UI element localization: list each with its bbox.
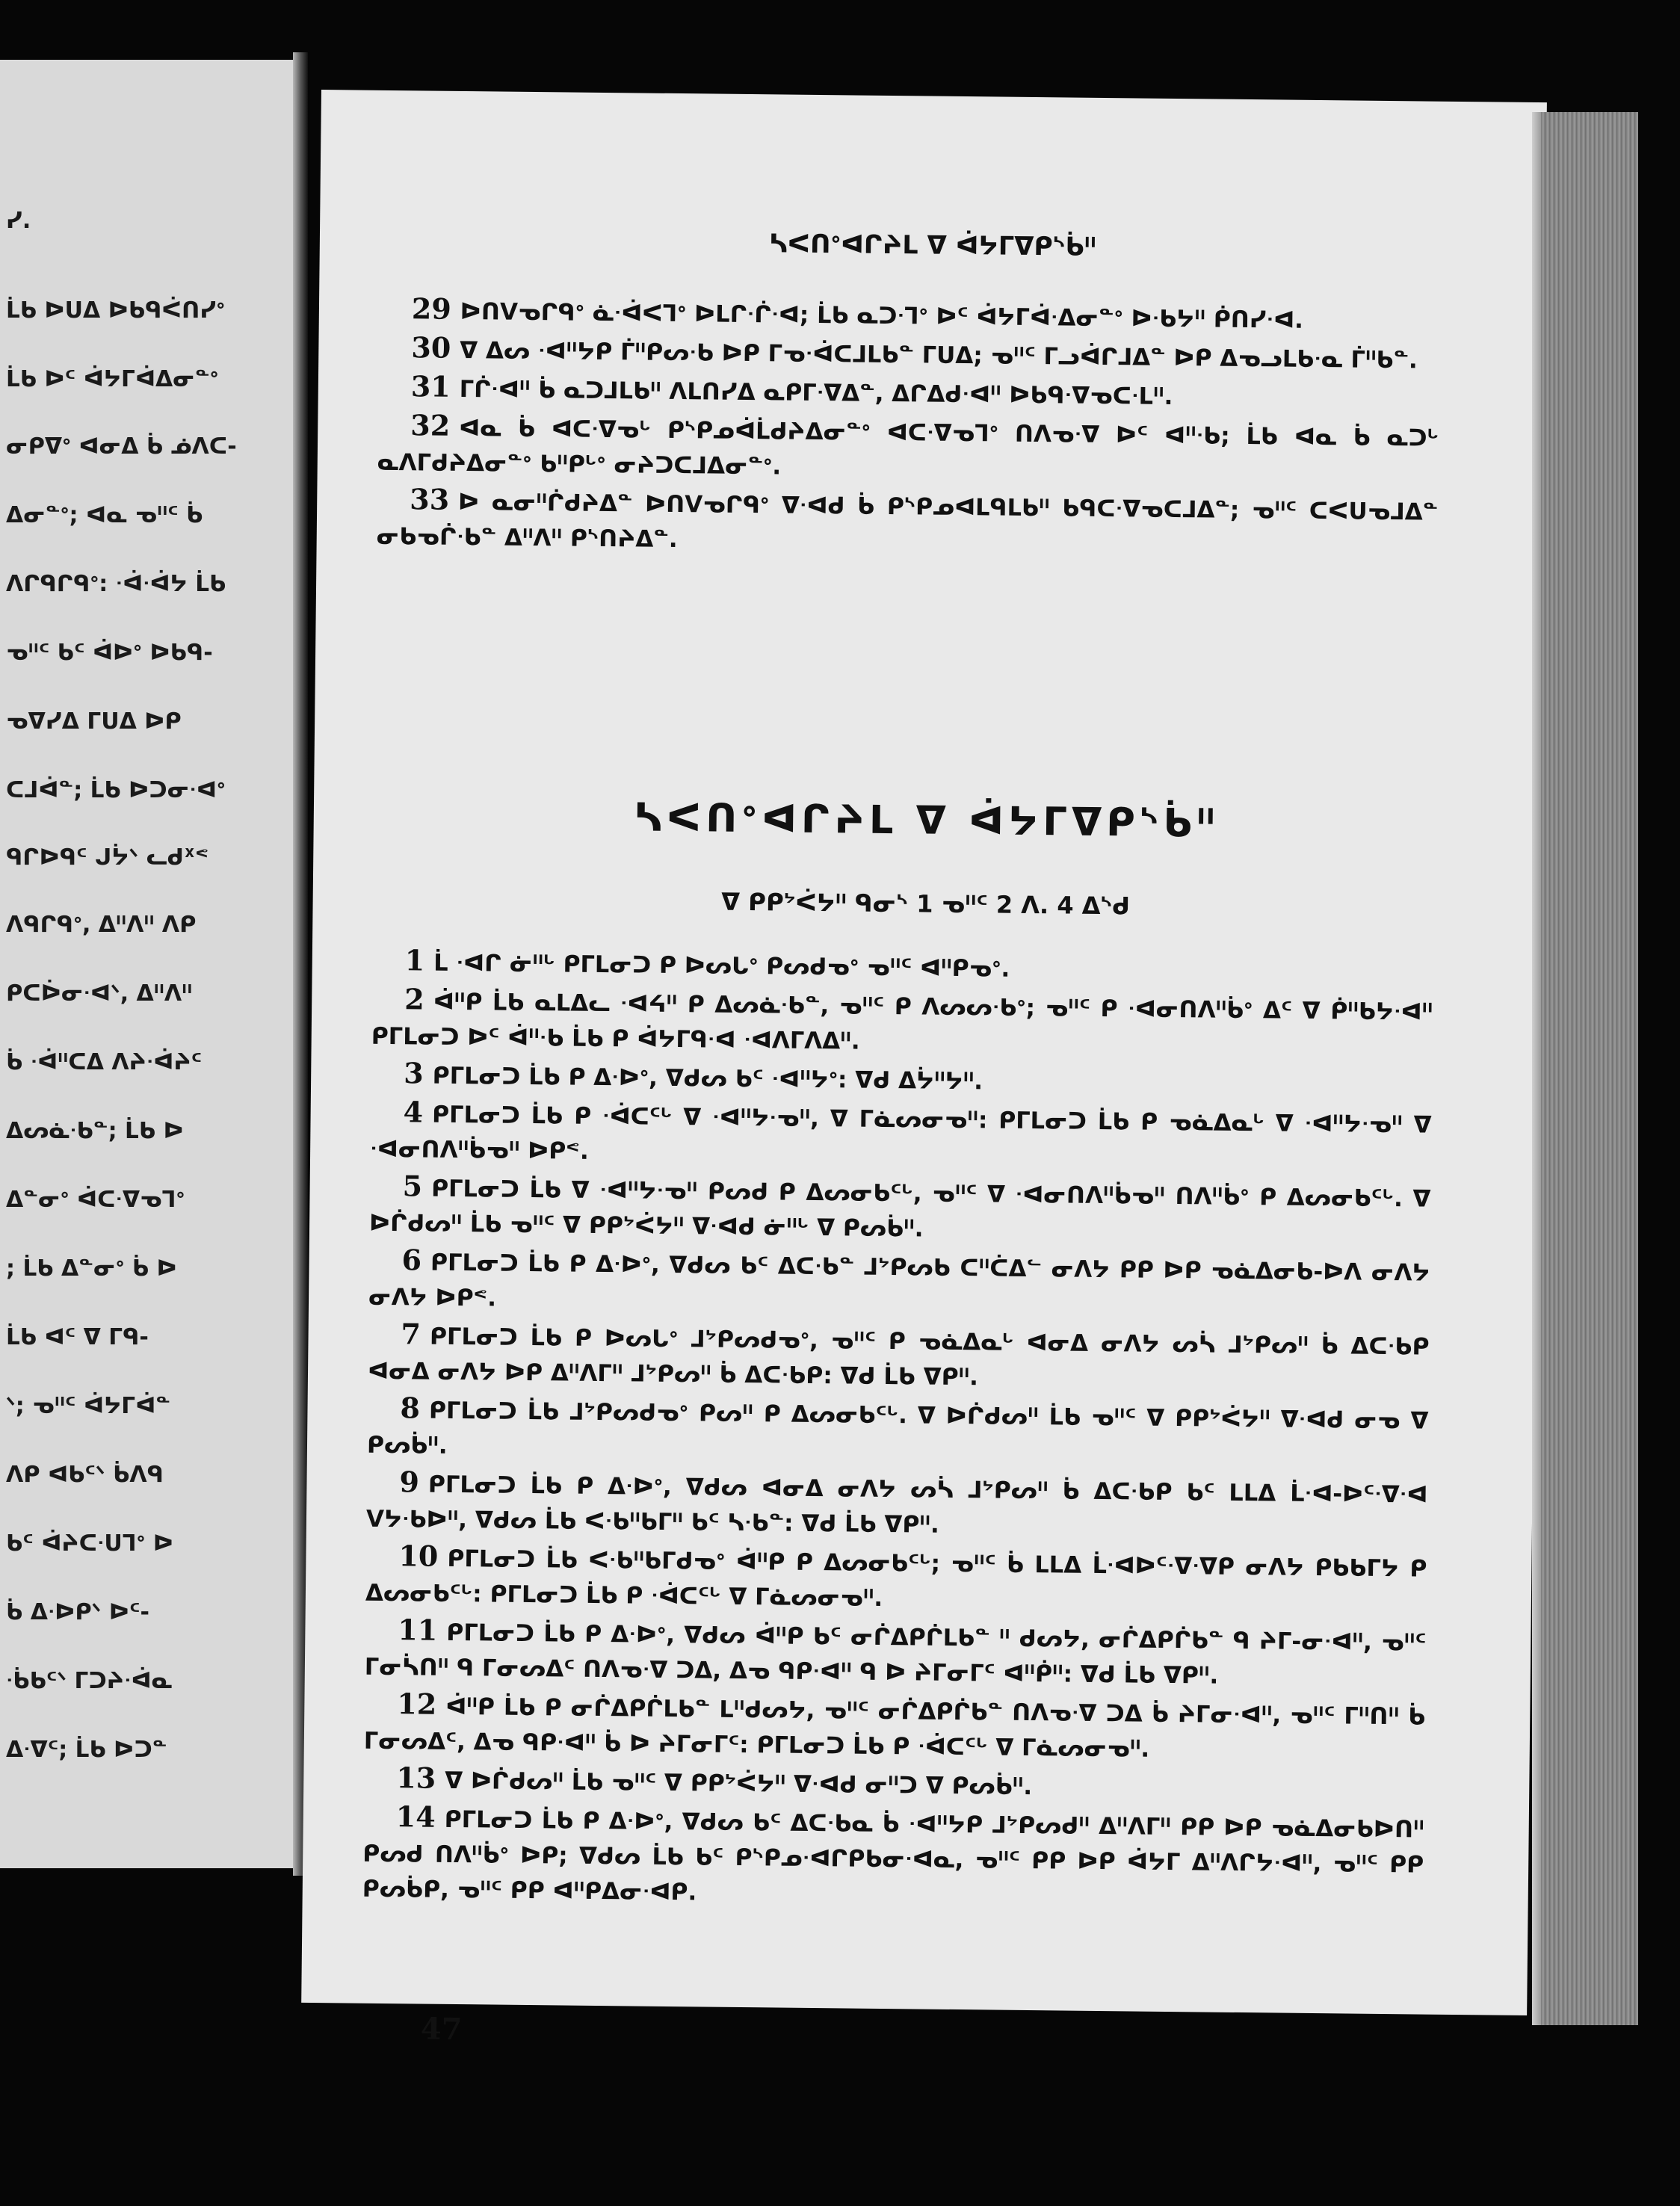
right-page [301,90,1547,2048]
chapter-title: ᓴᐸᑎᐤᐊᒋᔨᒪ ᐁ ᐋᔭᒥᐁᑭᔅᑳᐦ [633,795,1220,847]
verse-text: ᑭᒥᒪᓂᑐ ᒫᑲ ᐁ ᐧᐊᐦᔭᐧᓀᐦ ᑭᔕᑯ ᑭ ᐃᔕᓂᑲᑦᒡ, ᓀᐦᑦ ᐁ ᐧᐊᓂᑎᐱᐦᑳᓀᐦ ᑎᐱᐦᑳᐤ ᑭ ᐃᔕᓂᑲᑦᒡ. ᐁ ᐅᒌᑯᔕᐦ ᒫᑲ ᓀᐦᑦ ᐁ ᑭᑭᔾᐹᔭᐦ ᐁᐧᐊᑯ ᓃᐦᒡ ᐁ ᑭᔕᑳᐦ. [368,1175,1431,1243]
left-line: ᐃᓐᓂᐤ ᐋᑕᐧᐁᓀᒣᐤ [6,1187,185,1213]
left-line: ᓀᐦᑦ ᑲᑦ ᐋᐅᐤ ᐅᑲᑫ- [6,640,213,666]
verse [376,481,1438,566]
verse [362,1799,1424,1918]
left-line: ᑳ ᐧᐋᐦᑕᐃ ᐱᔨᐧᐋᔨᑦ [6,1049,203,1075]
left-page [0,60,299,1868]
verse-number: 10 [398,1539,439,1573]
verse-number: 8 [400,1391,421,1425]
verse-number: 12 [397,1687,437,1721]
verse-text: ᒥᒌᐧᐊᐦ ᑳ ᓇᑐᒧᒪᑲᐦ ᐱᒪᑎᓯᐃ ᓇᑭᒥᐧᐁᐃᓐ, ᐃᒋᐃᑯᐧᐊᐦ ᐅᑲᑫᐧᐁᓀᑕᐧᒪᐦ. [459,375,1173,410]
verse [370,1094,1432,1178]
left-line: ᐱᑭ ᐊᑲᑦᐠ ᑳᐱᑫ [6,1462,164,1488]
left-line: ᓀᐁᓯᐃ ᒥᑌᐃ ᐅᑭ [6,708,182,735]
verse [365,1612,1427,1696]
verse-number: 31 [410,369,451,404]
verse-number: 2 [404,982,424,1016]
verse-number: 33 [410,482,450,516]
verse-text: ᐁ ᐅᒌᑯᔕᐦ ᒫᑲ ᓀᐦᑦ ᐁ ᑭᑭᔾᐹᔭᐦ ᐁᐧᐊᑯ ᓂᐦᑐ ᐁ ᑭᔕᑳᐦ. [445,1767,1033,1801]
verse-text: ᐅᑎᐯᓀᒋᑫᐤ ᓈᐧᐋᐸᒣᐤ ᐅᒪᒋᐧᒌᐧᐊ; ᒫᑲ ᓇᑐᐧᒣᐤ ᐅᑦ ᐋᔭᒥᐋᐧᐃᓂᓐᐤ ᐅᐧᑲᔭᐦ ᑮᑎᓯᐧᐊ. [460,297,1304,334]
verse-number: 5 [402,1169,423,1203]
left-line: ; ᒫᑲ ᐃᓐᓂᐤ ᑳ ᐅ [6,1255,177,1282]
verse-text: ᐋᐦᑭ ᒫᑲ ᑭ ᓂᒌᐃᑭᒌᒪᑲᓐ ᒪᐦᑯᔕᔭ, ᓀᐦᑦ ᓂᒌᐃᑭᒌᑲᓐ ᑎᐱᓀᐧᐁ ᑐᐃ ᑳ ᔨᒥᓂᐧᐊᐦ, ᓀᐦᑦ ᒥᐦᑎᐦ ᑳ ᒥᓂᔕᐃᑦ, ᐃᓀ ᑫᑭᐧᐊᐦ ᑳ ᐅ ᔨᒥᓂᒥᑦ: ᑭᒥᒪᓂᑐ ᒫᑲ ᑭ ᐧᐋᑕᑦᒡ ᐁ ᒥᓈᔕᓂᓀᐦ. [363,1693,1426,1763]
verse-text: ᐊᓇ ᑳ ᐊᑕᐧᐁᓀᒡ ᑭᔅᑭᓄᐋᒫᑯᔨᐃᓂᓐᐤ ᐊᑕᐧᐁᓀᒣᐤ ᑎᐱᓀᐧᐁ ᐅᑦ ᐊᐦᐧᑲ; ᒫᑲ ᐊᓇ ᑳ ᓇᑐᒡ ᓇᐱᒥᑯᔨᐃᓂᓐᐤ ᑲᐦᑭᒡᐤ ᓂᔨᑐᑕᒧᐃᓂᓐᐤ. [377,414,1439,481]
verse-number: 6 [401,1243,422,1277]
verse-text: ᑭᒥᒪᓂᑐ ᒫᑲ ᑭ ᐅᔕᒐᐤ ᒧᔾᑭᔕᑯᓀᐤ, ᓀᐦᑦ ᑭ ᓀᓈᐃᓇᒡ ᐊᓂᐃ ᓂᐱᔭ ᔕᓵ ᒧᔾᑭᔕᐦ ᑳ ᐃᑕᐧᑲᑭ ᐊᓂᐃ ᓂᐱᔭ ᐅᑭ ᐃᐦᐱᒥᐦ ᒧᔾᑭᔕᐦ ᑳ ᐃᑕᐧᑲᑭ: ᐁᑯ ᒫᑲ ᐁᑭᐦ. [367,1323,1430,1391]
left-line: ᑭᑕᐆᓂᐧᐊᐠ, ᐃᐦᐱᐦ [6,980,193,1007]
left-line: ᒫᑲ ᐊᑦ ᐁ ᒥᑫ- [6,1324,149,1350]
verse-number: 29 [411,291,452,326]
left-line: ᐃᐧᐁᑦ; ᒫᑲ ᐅᑐᓐ [6,1737,167,1763]
verse-text: ᑭᒥᒪᓂᑐ ᒫᑲ ᑭ ᐃᐧᐅᐤ, ᐁᑯᔕ ᑲᑦ ᐃᑕᐧᑲᓐ ᒧᔾᑭᔕᑲ ᑕᐦᑖᐃᓪ ᓂᐱᔭ ᑭᑭ ᐅᑭ ᓀᓈᐃᓂᑲ-ᐅᐱ ᓂᐱᔭ ᓂᐱᔭ ᐅᑭᕝ. [368,1249,1430,1312]
left-line: ᐃᔕᓈᐧᑲᓐ; ᒫᑲ ᐅ [6,1118,184,1144]
verse-number: 4 [403,1095,424,1129]
left-line: ᐱᒋᑫᒋᑫᐤ: ᐧᐋᐧᐋᔭ ᒫᑲ [6,571,226,597]
left-line: ᑫᒋᐅᑫᑦ ᒍᔮᐠ ᓚᑯᕽᕝ [6,844,209,871]
left-line: ᐧᑳᑲᑦᐠ ᒥᑐᔨᐧᐋᓇ [6,1668,173,1694]
verse-text: ᐁ ᐃᔕ ᐧᐊᐦᔭᑭ ᒦᐦᑭᔕᐧᑲ ᐅᑭ ᒥᓀᐧᐋᑕᒧᒪᑲᓐ ᒥᑌᐃ; ᓀᐦᑦ ᒥᓗᐋᒋᒧᐃᓐ ᐅᑭ ᐃᓀᓗᒪᑲᐧᓇ ᒦᐦᑲᓐ. [460,336,1418,374]
verse [368,1316,1430,1400]
left-line: ᐠ; ᓀᐦᑦ ᐋᔭᒥᐋᓐ [6,1393,171,1419]
verse [367,1390,1429,1474]
book-page-edges [1541,112,1638,2025]
verse [371,981,1433,1066]
verse-text: ᒫ ᐧᐊᒋ ᓃᐦᒡ ᑭᒥᒪᓂᑐ ᑭ ᐅᔕᒐᐤ ᑭᔕᑯᓀᐤ ᓀᐦᑦ ᐊᐦᑭᓀᐤ. [433,949,1010,983]
verse-number: 9 [399,1465,420,1499]
verse [366,1464,1428,1548]
verse-number: 3 [403,1056,424,1090]
verse-number: 14 [395,1799,436,1834]
verse-text: ᑭᒥᒪᓂᑐ ᒫᑲ ᑭ ᐃᐧᐅᐤ, ᐁᑯᔕ ᑲᑦ ᐧᐊᐦᔭᐤ: ᐁᑯ ᐃᔮᐦᔭᐦ. [432,1062,983,1096]
left-line: ᑲᑦ ᐋᔨᑕᐧᑌᒣᐤ ᐅ [6,1530,173,1557]
verse-text: ᐅ ᓇᓂᐦᒌᑯᔨᐃᓐ ᐅᑎᐯᓀᒋᑫᐤ ᐁᐧᐊᑯ ᑳ ᑭᔅᑭᓄᐊᒪᑫᒪᑲᐦ ᑲᑫᑕᐧᐁᓀᑕᒧᐃᓐ; ᓀᐦᑦ ᑕᐸᑌᓀᒧᐃᓐ ᓂᑲᓀᒌᐧᑲᓐ ᐃᐦᐱᐦ ᑭᔅᑎᔨᐃᓐ. [376,488,1439,554]
verse-text: ᑭᒥᒪᓂᑐ ᒫᑲ ᑭ ᐃᐧᐅᐤ, ᐁᑯᔕ ᑲᑦ ᐃᑕᐧᑲᓇ ᑳ ᐧᐊᐦᔭᑭ ᒧᔾᑭᔕᑯᐦ ᐃᐦᐱᒥᐦ ᑭᑭ ᐅᑭ ᓀᓈᐃᓂᑲᐅᑎᐦ ᑭᔕᑯ ᑎᐱᐦᑳᐤ ᐅᑭ; ᐁᑯᔕ ᒫᑲ ᑲᑦ ᑭᔅᑭᓄᐧᐊᒋᑭᑲᓂᐧᐊᓇ, ᓀᐦᑦ ᑭᑭ ᐅᑭ ᐋᔭᒥ ᐃᐦᐱᒋᔭᐧᐊᐦ, ᓀᐦᑦ ᑭᑭ ᑭᔕᑳᑭ, ᓀᐦᑦ ᑭᑭ ᐊᐦᑭᐃᓂᐧᐊᑭ. [362,1805,1424,1906]
verse [369,1168,1431,1252]
left-line: ᒫᑲ ᐅᑌᐃ ᐅᑲᑫᐹᑎᓯᐤ [6,297,226,324]
left-line: ᓂᑭᐁᐤ ᐊᓂᐃ ᑳ ᓅᐱᑕ- [6,433,237,460]
verse-number: 32 [410,408,451,442]
verse-text: ᐋᐦᑭ ᒫᑲ ᓇᒪᐃᓚ ᐧᐊᔦᐦ ᑭ ᐃᔕᓈᐧᑲᓐ, ᓀᐦᑦ ᑭ ᐱᔕᔕᐧᑲᐤ; ᓀᐦᑦ ᑭ ᐧᐊᓂᑎᐱᐦᑳᐤ ᐃᑦ ᐁ ᑮᐦᑲᔭᐧᐊᐦ ᑭᒥᒪᓂᑐ ᐅᑦ ᐋᐦᐧᑲ ᒫᑲ ᑭ ᐋᔭᒥᑫᐧᐊ ᐧᐊᐱᒥᐱᐃᐦ. [371,988,1433,1055]
verse-number: 7 [401,1317,421,1351]
verse-text: ᑭᒥᒪᓂᑐ ᒫᑲ ᑭ ᐃᐧᐅᐤ, ᐁᑯᔕ ᐋᐦᑭ ᑲᑦ ᓂᒌᐃᑭᒌᒪᑲᓐ ᐦ ᑯᔕᔭ, ᓂᒌᐃᑭᒌᑲᓐ ᑫ ᔨᒥ-ᓂᐧᐊᐦ, ᓀᐦᑦ ᒥᓂᓵᑎᐦ ᑫ ᒥᓂᔕᐃᑦ ᑎᐱᓀᐧᐁ ᑐᐃ, ᐃᓀ ᑫᑭᐧᐊᐦ ᑫ ᐅ ᔨᒥᓂᒥᑦ ᐊᐦᑮᐦ: ᐁᑯ ᒫᑲ ᐁᑭᐦ. [364,1619,1427,1690]
verse-number: 13 [396,1761,436,1795]
left-line: ᓯ. [6,208,31,234]
verse-number: 11 [398,1613,438,1647]
verse-text: ᑭᒥᒪᓂᑐ ᒫᑲ ᑭ ᐃᐧᐅᐤ, ᐁᑯᔕ ᐊᓂᐃ ᓂᐱᔭ ᔕᓵ ᒧᔾᑭᔕᐦ ᑳ ᐃᑕᐧᑲᑭ ᑲᑦ ᒪᒪᐃ ᒫᐧᐊ-ᐅᑦᐧᐁᐧᐊ ᐯᔭᐧᑲᐅᐦ, ᐁᑯᔕ ᒫᑲ ᐸᐧᑲᐦᑲᒥᐦ ᑲᑦ ᓴᐧᑲᓐ: ᐁᑯ ᒫᑲ ᐁᑭᐦ. [365,1471,1428,1539]
verse [377,407,1439,492]
verse-number: 30 [411,330,451,365]
verse-text: ᑭᒥᒪᓂᑐ ᒫᑲ ᒧᔾᑭᔕᑯᓀᐤ ᑭᔕᐦ ᑭ ᐃᔕᓂᑲᑦᒡ. ᐁ ᐅᒌᑯᔕᐦ ᒫᑲ ᓀᐦᑦ ᐁ ᑭᑭᔾᐹᔭᐦ ᐁᐧᐊᑯ ᓂᓀ ᐁ ᑭᔕᑳᐦ. [366,1397,1429,1459]
chapter-subtitle: ᐁ ᑭᑭᔾᐹᔭᐦ ᑫᓂᔅ 1 ᓀᐦᑦ 2 ᐱ. 4 ᐃᔅᑯ [721,887,1131,921]
verse-number: 1 [404,943,425,977]
left-line: ᐃᓂᓐᐤ; ᐊᓇ ᓀᐦᑦ ᑳ [6,502,203,528]
left-line: ᑳ ᐃᐧᐅᑭᐠ ᐅᑦ- [6,1599,149,1625]
verses-bottom [362,942,1433,1919]
verse-text: ᑭᒥᒪᓂᑐ ᒫᑲ ᐸᐧᑲᐦᑲᒥᑯᓀᐤ ᐋᐦᑭ ᑭ ᐃᔕᓂᑲᑦᒡ; ᓀᐦᑦ ᑳ ᒪᒪᐃ ᒫᐧᐊᐅᑦᐧᐁᐧᐁᑭ ᓂᐱᔭ ᑭᑲᑲᒥᔭ ᑭ ᐃᔕᓂᑲᑦᒡ: ᑭᒥᒪᓂᑐ ᒫᑲ ᑭ ᐧᐋᑕᑦᒡ ᐁ ᒥᓈᔕᓂᓀᐦ. [365,1545,1427,1612]
verse [364,1686,1426,1770]
verses-top [376,291,1440,566]
left-line: ᒫᑲ ᐅᑦ ᐋᔭᒥᐋᐃᓂᓐᐤ [6,366,219,392]
left-line: ᐱᑫᒋᑫᐤ, ᐃᐦᐱᐦ ᐱᑭ [6,912,197,938]
running-head: ᓴᐸᑎᐤᐊᒋᔨᒪ ᐁ ᐋᔭᒥᐁᑭᔅᑳᐦ [768,229,1096,262]
verse [368,1242,1430,1326]
page-number: 47 [420,2011,463,2048]
verse-text: ᑭᒥᒪᓂᑐ ᒫᑲ ᑭ ᐧᐋᑕᑦᒡ ᐁ ᐧᐊᐦᔭᐧᓀᐦ, ᐁ ᒥᓈᔕᓂᓀᐦ: ᑭᒥᒪᓂᑐ ᒫᑲ ᑭ ᓀᓈᐃᓇᒡ ᐁ ᐧᐊᐦᔭᐧᓀᐦ ᐁ ᐧᐊᓂᑎᐱᐦᑳᓀᐦ ᐅᑭᕝ. [369,1101,1432,1165]
left-line: ᑕᒧᐋᓐ; ᒫᑲ ᐅᑐᓂᐧᐊᐤ [6,777,226,803]
verse [365,1538,1427,1622]
